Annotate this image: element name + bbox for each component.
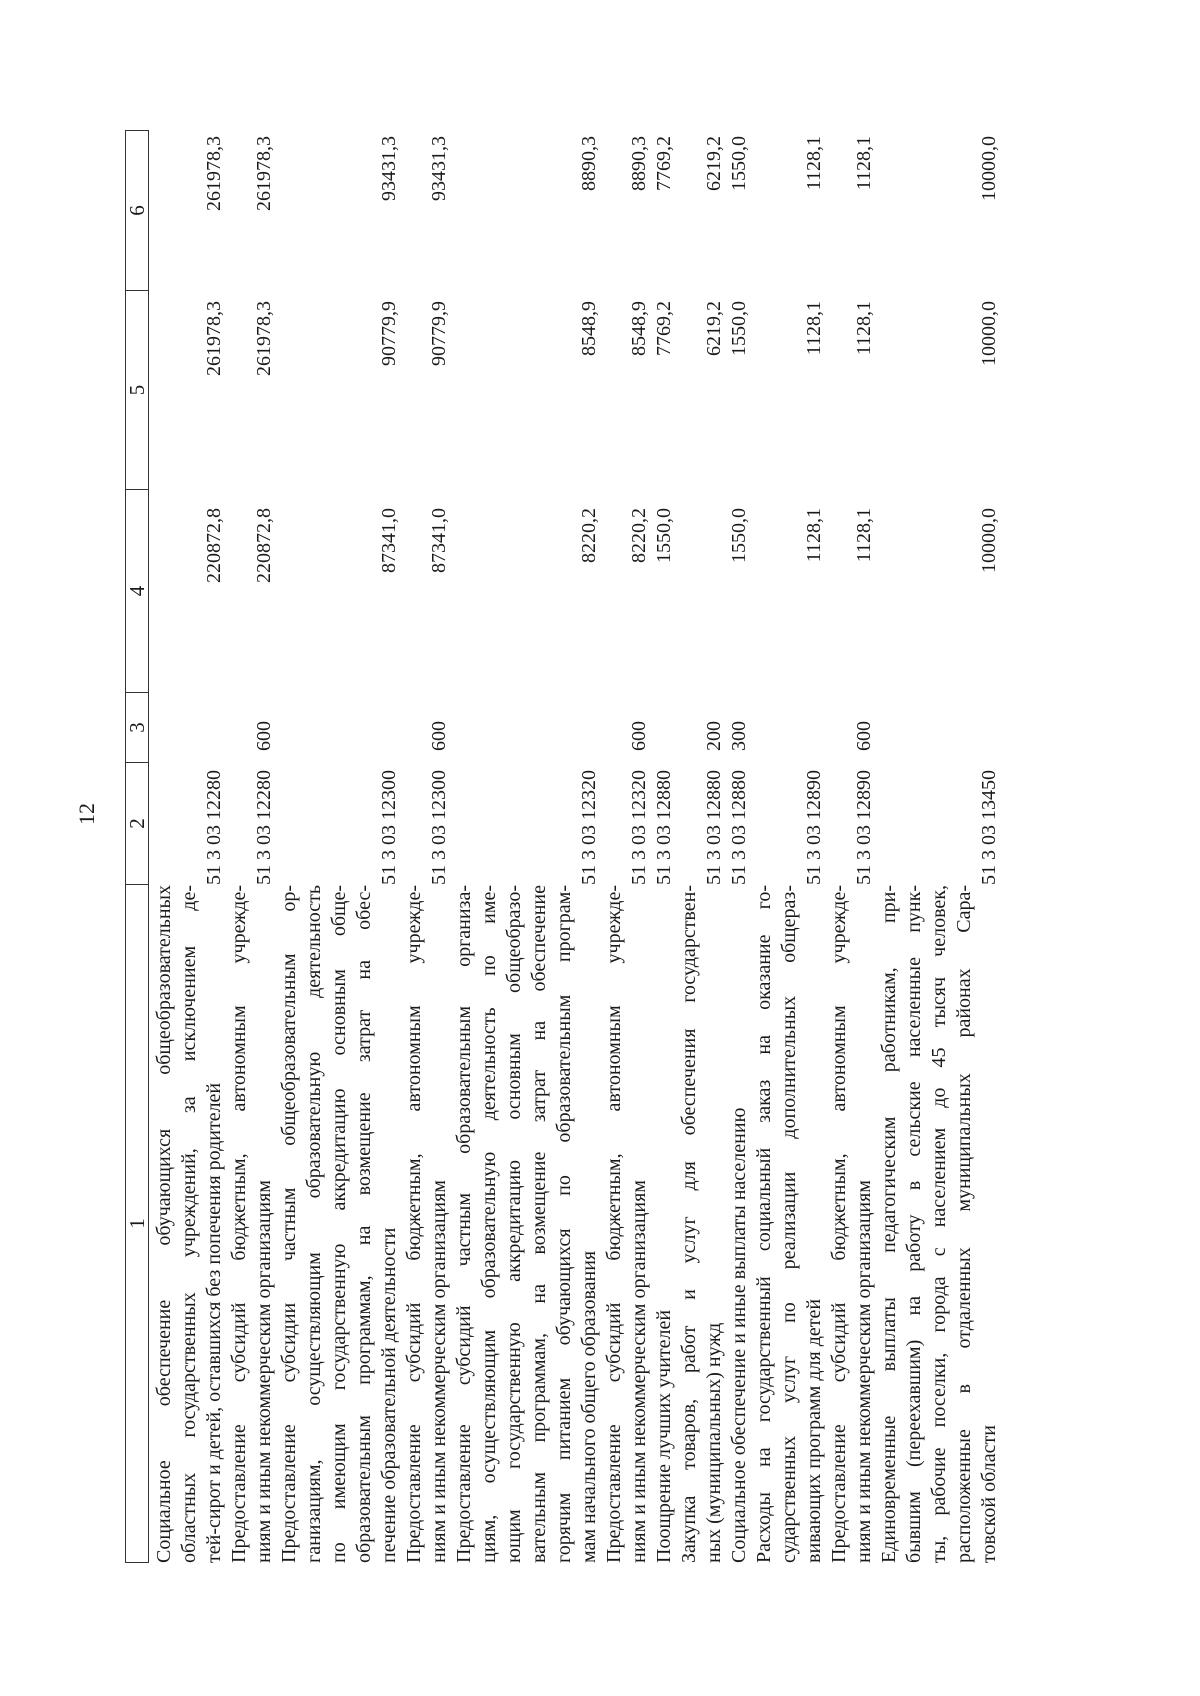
budget-table (125, 0, 1125, 1563)
row-description (827, 885, 877, 1563)
row-expense-type: 600 (628, 721, 650, 751)
description-line: ниям и иным некоммерческим организациям (253, 1180, 275, 1563)
row-value-col-5: 6219,2 (703, 301, 725, 356)
row-value-col-5: 1128,1 (803, 301, 825, 356)
row-value-col-6: 1128,1 (853, 136, 875, 191)
row-value-col-6: 1128,1 (803, 136, 825, 191)
description-line: циям, осуществляющим образовательную деятельность по име- (478, 885, 500, 1563)
description-line: ющим государственную аккредитацию основным общеобразо- (503, 885, 525, 1563)
row-expense-type: 300 (728, 721, 750, 751)
description-line: ниям и иным некоммерческим организациям (428, 1180, 450, 1563)
header-col-3: 3 (125, 693, 149, 763)
header-col-2: 2 (125, 763, 149, 885)
row-value-col-4: 10000,0 (978, 508, 1000, 573)
description-line: ты, рабочие поселки, города с населением до 45 тысяч человек, (928, 885, 950, 1563)
row-value-col-6: 7769,2 (653, 136, 675, 191)
row-value-col-4: 220872,8 (253, 508, 275, 583)
description-line: областных государственных учреждений, за исключением де- (178, 885, 200, 1563)
row-value-col-5: 10000,0 (978, 301, 1000, 366)
header-col-5: 5 (125, 291, 149, 490)
row-code: 51 3 03 12880 (728, 770, 750, 885)
description-line: Социальное обеспечение обучающихся общеобразовательных (153, 885, 175, 1563)
description-line: тей-сирот и детей, оставшихся без попечения родителей (203, 1082, 225, 1563)
row-value-col-4: 1550,0 (653, 508, 675, 563)
description-line: Единовременные выплаты педагогическим работникам, при- (878, 885, 900, 1563)
row-code: 51 3 03 12300 (378, 770, 400, 885)
description-line: ганизациям, осуществляющим образовательную деятельность (303, 885, 325, 1563)
description-line: Предоставление субсидий бюджетным, автономным учрежде- (403, 885, 425, 1563)
row-value-col-4: 8220,2 (628, 508, 650, 563)
description-line: вивающих программ для детей (803, 1298, 825, 1563)
row-code: 51 3 03 12300 (428, 770, 450, 885)
description-line: Предоставление субсидий бюджетным, автономным учрежде- (603, 885, 625, 1563)
description-line: Социальное обеспечение и иные выплаты населению (728, 1107, 750, 1563)
row-value-col-5: 7769,2 (653, 301, 675, 356)
row-value-col-6: 1550,0 (728, 136, 750, 191)
row-description (877, 885, 1002, 1563)
row-value-col-4: 1128,1 (853, 508, 875, 563)
row-code: 51 3 03 13450 (978, 770, 1000, 885)
description-line: ниям и иным некоммерческим организациям (628, 1180, 650, 1563)
description-line: Расходы на государственный социальный заказ на оказание го- (753, 885, 775, 1563)
row-description (452, 885, 602, 1563)
row-value-col-4: 1128,1 (803, 508, 825, 563)
row-value-col-5: 8548,9 (578, 301, 600, 356)
row-value-col-6: 8890,3 (578, 136, 600, 191)
row-value-col-4: 87341,0 (428, 508, 450, 573)
header-col-1: 1 (125, 885, 149, 1563)
row-description (277, 885, 402, 1563)
row-expense-type: 600 (253, 721, 275, 751)
row-expense-type: 600 (853, 721, 875, 751)
row-value-col-5: 90779,9 (378, 301, 400, 366)
row-code: 51 3 03 12880 (653, 770, 675, 885)
description-line: ных (муниципальных) нужд (703, 1322, 725, 1563)
row-value-col-6: 93431,3 (428, 136, 450, 201)
description-line: Закупка товаров, работ и услуг для обеспечения государствен- (678, 885, 700, 1563)
page-number: 12 (74, 803, 99, 825)
row-value-col-5: 1550,0 (728, 301, 750, 356)
row-value-col-4: 87341,0 (378, 508, 400, 573)
row-code: 51 3 03 12280 (253, 770, 275, 885)
row-description (677, 885, 727, 1563)
row-value-col-4: 1550,0 (728, 508, 750, 563)
description-line: по имеющим государственную аккредитацию основным обще- (328, 885, 350, 1563)
description-line: бывшим (переехавшим) на работу в сельские населенные пунк- (903, 885, 925, 1563)
row-description (652, 885, 677, 1563)
description-line: товской области (978, 1425, 1000, 1563)
row-description (152, 885, 227, 1563)
row-value-col-6: 261978,3 (203, 136, 225, 211)
description-line: сударственных услуг по реализации дополнительных общераз- (778, 885, 800, 1563)
row-description (602, 885, 652, 1563)
row-code: 51 3 03 12320 (578, 770, 600, 885)
row-description (752, 885, 827, 1563)
row-value-col-5: 1128,1 (853, 301, 875, 356)
row-code: 51 3 03 12880 (703, 770, 725, 885)
row-expense-type: 200 (703, 721, 725, 751)
header-col-4: 4 (125, 490, 149, 693)
description-line: Предоставление субсидий частным образовательным организа- (453, 885, 475, 1563)
row-description (402, 885, 452, 1563)
row-value-col-6: 93431,3 (378, 136, 400, 201)
row-description (227, 885, 277, 1563)
row-value-col-6: 10000,0 (978, 136, 1000, 201)
description-line: образовательным программам, на возмещение затрат на обес- (353, 885, 375, 1563)
row-value-col-5: 8548,9 (628, 301, 650, 356)
description-line: печение образовательной деятельности (378, 1227, 400, 1563)
description-line: мам начального общего образования (578, 1250, 600, 1563)
row-value-col-5: 90779,9 (428, 301, 450, 366)
row-value-col-6: 6219,2 (703, 136, 725, 191)
row-value-col-6: 8890,3 (628, 136, 650, 191)
row-value-col-5: 261978,3 (203, 301, 225, 376)
row-code: 51 3 03 12320 (628, 770, 650, 885)
row-description (727, 885, 752, 1563)
description-line: расположенные в отдаленных муниципальных районах Сара- (953, 885, 975, 1563)
description-line: Поощрение лучших учителей (653, 1309, 675, 1563)
description-line: ниям и иным некоммерческим организациям (853, 1180, 875, 1563)
row-value-col-4: 220872,8 (203, 508, 225, 583)
row-code: 51 3 03 12890 (803, 770, 825, 885)
row-code: 51 3 03 12280 (203, 770, 225, 885)
row-value-col-5: 261978,3 (253, 301, 275, 376)
description-line: Предоставление субсидий бюджетным, автономным учрежде- (828, 885, 850, 1563)
header-col-6: 6 (125, 130, 149, 291)
description-line: Предоставление субсидий бюджетным, автономным учрежде- (228, 885, 250, 1563)
row-code: 51 3 03 12890 (853, 770, 875, 885)
description-line: вательным программам, на возмещение затрат на обеспечение (528, 885, 550, 1563)
description-line: горячим питанием обучающихся по образовательным програм- (553, 885, 575, 1563)
description-line: Предоставление субсидии частным общеобразовательным ор- (278, 885, 300, 1563)
row-expense-type: 600 (428, 721, 450, 751)
row-value-col-6: 261978,3 (253, 136, 275, 211)
row-value-col-4: 8220,2 (578, 508, 600, 563)
